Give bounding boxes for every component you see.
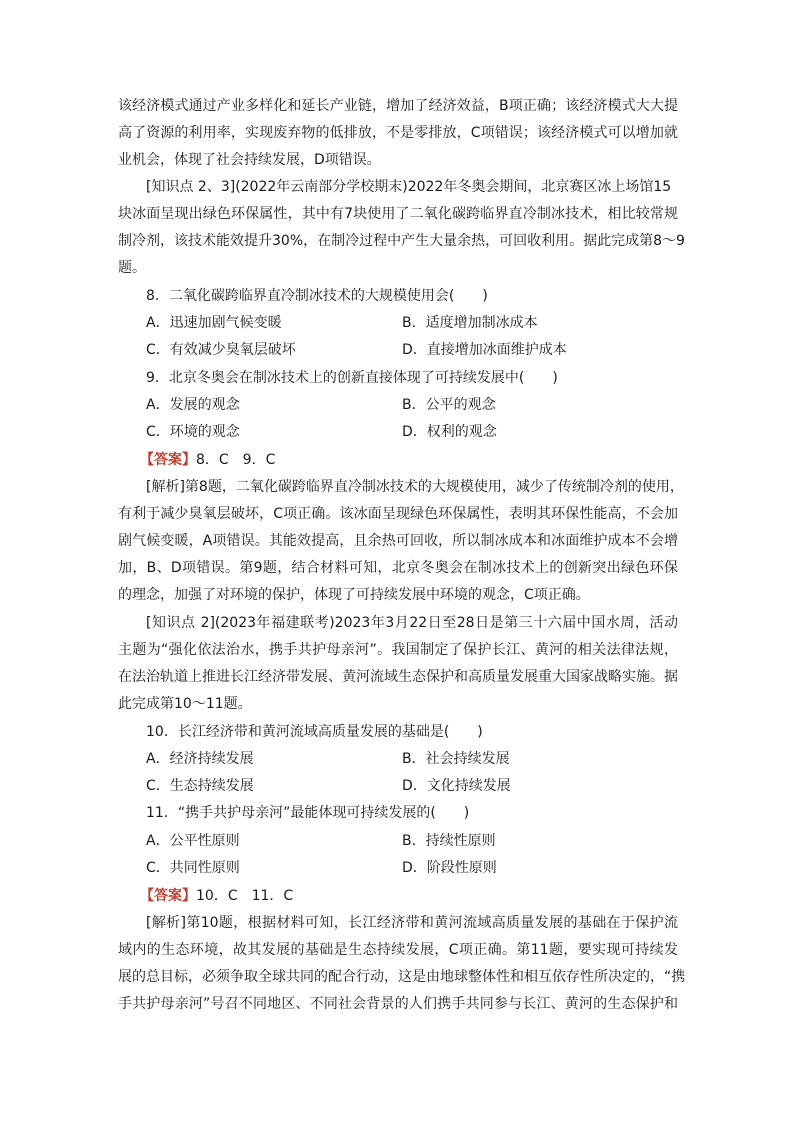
question-stem: 9．北京冬奥会在制冰技术上的创新直接体现了可持续发展中( )	[146, 370, 558, 386]
question-stem: 8．二氧化碳跨临界直冷制冰技术的大规模使用会( )	[146, 288, 488, 304]
option-a: A．发展的观念	[146, 397, 240, 413]
material-line: 主题为“强化依法治水，携手共护母亲河”。我国制定了保护长江、黄河的相关法律法规，	[118, 642, 678, 658]
option-a: A．公平性原则	[146, 833, 240, 849]
analysis-line: 展的总目标，必须争取全球共同的配合行动，这是由地球整体性和相互依存性所决定的，“携	[118, 969, 686, 985]
text-line: 高了资源的利用率，实现废弃物的低排放，不是零排放，C项错误；该经济模式可以增加就	[118, 125, 678, 141]
option-d: D．直接增加冰面维护成本	[402, 342, 567, 358]
material-line: [知识点 2、3](2022年云南部分学校期末)2022年冬奥会期间，北京赛区冰上场馆15	[146, 179, 672, 195]
analysis-line: 有利于减少臭氧层破坏，C项正确。该冰面呈现绿色环保属性，表明其环保性能高，不会加	[118, 506, 678, 522]
text-line: 业机会，体现了社会持续发展，D项错误。	[118, 152, 381, 168]
analysis-line: 的理念，加强了对环境的保护，体现了可持续发展中环境的观念，C项正确。	[118, 587, 590, 603]
option-d: D．权利的观念	[402, 424, 497, 440]
analysis-line: [解析]第10题，根据材料可知，长江经济带和黄河流域高质量发展的基础在于保护流	[146, 915, 678, 931]
answer-tag: 【答案】	[140, 452, 196, 468]
material-line: 制冷剂，该技术能效提升30%，在制冷过程中产生大量余热，可回收利用。据此完成第8～9	[118, 233, 685, 249]
option-d: D．文化持续发展	[402, 778, 511, 794]
analysis-line: 加，B、D项错误。第9题，结合材料可知，北京冬奥会在制冰技术上的创新突出绿色环保	[118, 560, 678, 576]
material-line: 题。	[118, 260, 146, 276]
analysis-line: [解析]第8题，二氧化碳跨临界直冷制冰技术的大规模使用，减少了传统制冷剂的使用，	[146, 479, 684, 495]
analysis-line: 手共护母亲河”号召不同地区、不同社会背景的人们携手共同参与长江、黄河的生态保护和	[118, 996, 678, 1012]
material-line: 此完成第10～11题。	[118, 696, 252, 712]
option-b: B．适度增加制冰成本	[402, 315, 538, 331]
question-stem: 11．“携手共护母亲河”最能体现可持续发展的( )	[146, 805, 470, 821]
option-b: B．社会持续发展	[402, 751, 510, 767]
option-c: C．共同性原则	[146, 860, 240, 876]
answer-line	[140, 886, 700, 906]
option-c: C．生态持续发展	[146, 778, 254, 794]
material-line: 块冰面呈现出绿色环保属性，其中有7块使用了二氧化碳跨临界直冷制冰技术，相比较常规	[118, 206, 678, 222]
option-b: B．公平的观念	[402, 397, 496, 413]
option-a: A．经济持续发展	[146, 751, 254, 767]
option-a: A．迅速加剧气候变暖	[146, 315, 282, 331]
answer-value: 10．C 11．C	[196, 888, 294, 904]
material-line: 在法治轨道上推进长江经济带发展、黄河流域生态保护和高质量发展重大国家战略实施。据	[118, 669, 678, 685]
answer-tag: 【答案】	[140, 888, 196, 904]
answer-value: 8．C 9．C	[196, 452, 276, 468]
answer-line	[140, 450, 700, 470]
question-stem: 10．长江经济带和黄河流域高质量发展的基础是( )	[146, 724, 483, 740]
option-c: C．环境的观念	[146, 424, 240, 440]
analysis-line: 剧气候变暖，A项错误。其能效提高，且余热可回收，所以制冰成本和冰面维护成本不会增	[118, 533, 678, 549]
text-line: 该经济模式通过产业多样化和延长产业链，增加了经济效益，B项正确；该经济模式大大提	[118, 98, 678, 114]
material-line: [知识点 2](2023年福建联考)2023年3月22日至28日是第三十六届中国水周，活动	[146, 615, 678, 631]
analysis-line: 域内的生态环境，故其发展的基础是生态持续发展，C项正确。第11题，要实现可持续发	[118, 942, 678, 958]
option-d: D．阶段性原则	[402, 860, 497, 876]
option-b: B．持续性原则	[402, 833, 496, 849]
option-c: C．有效减少臭氧层破坏	[146, 342, 296, 358]
